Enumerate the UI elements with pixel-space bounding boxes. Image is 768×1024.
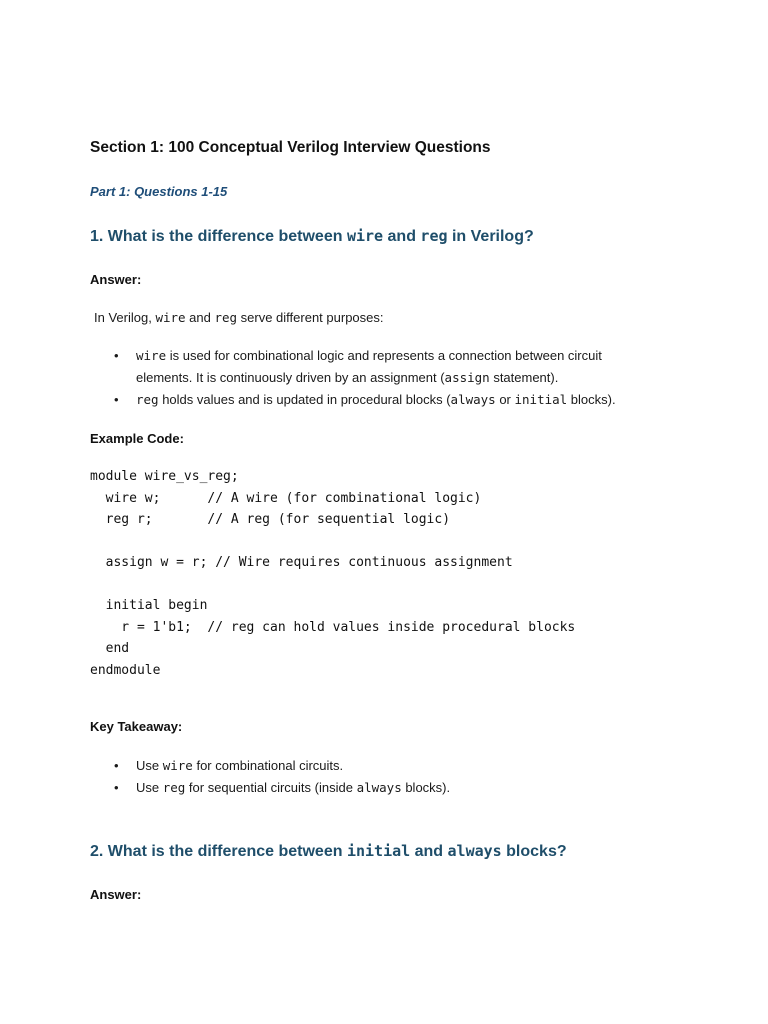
list-item xyxy=(110,777,450,799)
question-1-heading-post: in Verilog? xyxy=(447,228,534,245)
list-item xyxy=(110,389,616,411)
code-line: initial begin xyxy=(90,598,208,613)
intro-text-pre: In Verilog, xyxy=(94,310,156,325)
question-1-example-label: Example Code: xyxy=(90,431,184,446)
intro-code-wire: wire xyxy=(155,310,186,325)
code-line: reg r; // A reg (for sequential logic) xyxy=(90,512,451,527)
bullet-2-code-initial: initial xyxy=(514,392,568,407)
question-2-heading xyxy=(90,842,567,861)
question-1-heading-mid: and xyxy=(383,228,421,245)
intro-code-reg: reg xyxy=(214,310,238,325)
takeaway-2-mid: for sequential circuits (inside xyxy=(185,780,357,795)
question-1-heading-code-wire: wire xyxy=(346,227,384,245)
intro-text-post: serve different purposes: xyxy=(237,310,384,325)
takeaway-1-pre: Use xyxy=(136,758,163,773)
code-line: module wire_vs_reg; xyxy=(90,469,239,484)
list-item xyxy=(110,755,450,777)
bullet-1-code-assign: assign xyxy=(444,370,490,385)
question-2-heading-pre: 2. What is the difference between xyxy=(90,843,347,860)
question-1-takeaway-label: Key Takeaway: xyxy=(90,719,183,734)
code-line: endmodule xyxy=(90,662,161,678)
question-2-heading-code-initial: initial xyxy=(346,842,411,860)
bullet-dot-icon: • xyxy=(114,758,119,773)
bullet-1-line-1: is used for combinational logic and represents a connection between circuit xyxy=(166,348,602,363)
question-1-intro xyxy=(94,310,384,325)
takeaway-1-post: for combinational circuits. xyxy=(192,758,344,773)
code-line: end xyxy=(90,641,130,656)
bullet-2-code-always: always xyxy=(450,392,496,407)
code-line: r = 1'b1; // reg can hold values inside procedural blocks xyxy=(90,619,576,635)
part-title: Part 1: Questions 1-15 xyxy=(90,184,228,199)
bullet-dot-icon: • xyxy=(114,348,119,363)
question-2-heading-mid: and xyxy=(410,843,448,860)
takeaway-2-post: blocks). xyxy=(401,780,451,795)
question-1-takeaway-list xyxy=(110,755,450,799)
question-2-heading-code-always: always xyxy=(447,842,502,860)
code-block xyxy=(90,466,575,681)
takeaway-2-code-always: always xyxy=(356,780,402,795)
bullet-code-wire: wire xyxy=(136,348,167,363)
intro-text-mid: and xyxy=(185,310,215,325)
question-2-heading-post: blocks? xyxy=(501,843,567,860)
bullet-2-text-post: blocks). xyxy=(567,392,616,407)
section-title: Section 1: 100 Conceptual Verilog Interview Questions xyxy=(90,139,491,156)
takeaway-1-code-wire: wire xyxy=(162,758,193,773)
question-1-answer-label: Answer: xyxy=(90,272,142,287)
question-1-heading xyxy=(90,227,534,246)
question-1-heading-code-reg: reg xyxy=(420,227,448,245)
bullet-dot-icon: • xyxy=(114,392,119,407)
question-1-bullet-list xyxy=(110,345,616,411)
takeaway-2-code-reg: reg xyxy=(162,780,186,795)
question-1-heading-pre: 1. What is the difference between xyxy=(90,228,347,245)
takeaway-2-pre: Use xyxy=(136,780,163,795)
bullet-dot-icon: • xyxy=(114,780,119,795)
code-line: wire w; // A wire (for combinational logic) xyxy=(90,490,482,506)
bullet-2-text-pre: holds values and is updated in procedural blocks ( xyxy=(158,392,451,407)
bullet-code-reg: reg xyxy=(136,392,159,407)
bullet-1-line-2-post: statement). xyxy=(489,370,559,385)
question-2-answer-label: Answer: xyxy=(90,887,142,902)
bullet-2-text-mid: or xyxy=(495,392,515,407)
bullet-1-line-2-pre: elements. It is continuously driven by an assignment ( xyxy=(136,370,445,385)
list-item xyxy=(110,345,616,389)
code-line: assign w = r; // Wire requires continuous assignment xyxy=(90,555,513,570)
